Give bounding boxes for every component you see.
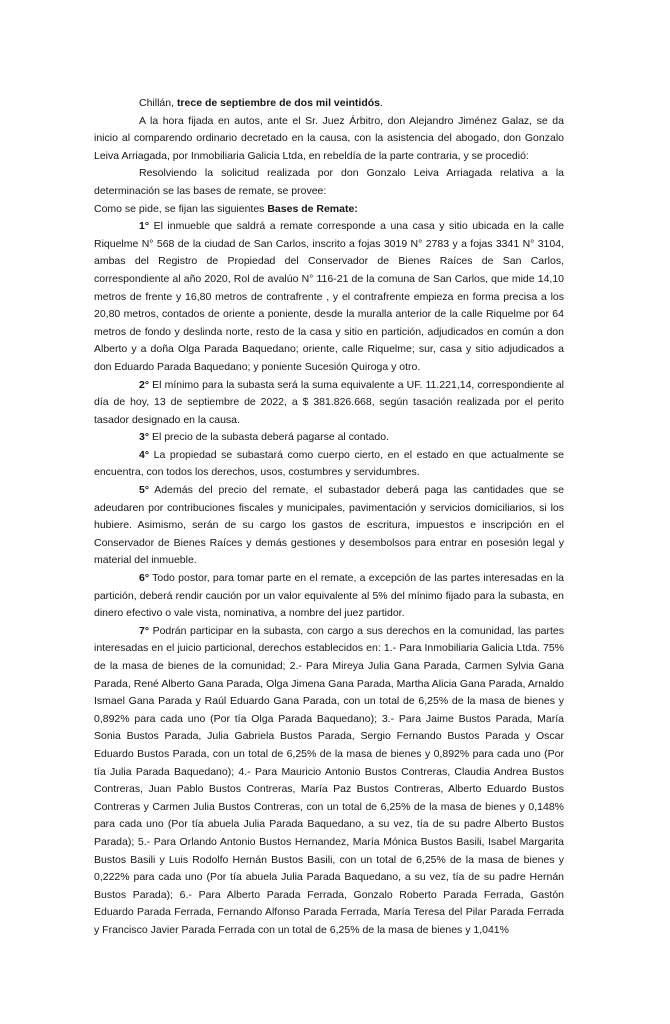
paragraph bbox=[94, 429, 564, 447]
bold-text-run: 6° bbox=[139, 572, 150, 585]
text-run: A la hora fijada en autos, ante el Sr. Juez Árbitro, don Alejandro Jiménez Galaz, se da inicio al comparendo ordinario decretado en la causa, con la asistencia del abogado, don Gonzalo Leiva Arriagada, por Inmobiliaria Galicia Ltda, en rebeldía de la parte contraria, y se procedió: bbox=[94, 114, 564, 162]
bold-text-run: 2° bbox=[139, 378, 150, 391]
paragraph bbox=[94, 377, 564, 430]
text-run: El precio de la subasta deberá pagarse al contado. bbox=[149, 431, 389, 444]
bold-text-run: 3° bbox=[139, 431, 150, 444]
paragraph bbox=[94, 201, 564, 219]
text-run: El inmueble que saldrá a remate corresponde a una casa y sitio ubicada en la calle Riquelme N° 568 de la ciudad de San Carlos, inscrito a fojas 3019 N° 2783 y a fojas 3341 N° 3104, ambas del Registro de Propiedad del Conservador de Bienes Raíces de San Carlos, correspondiente al año 2020, Rol de avalúo N° 116-21 de la comuna de San Carlos, que mide 14,10 metros de frente y 16,80 metros de contrafrente , y el contrafrente empieza en forma precisa a los 20,80 metros, contados de oriente a poniente, desde la muralla anterior de la calle Riquelme por 64 metros de fondo y deslinda norte, resto de la casa y sitio en partición, adjudicados en común a don Alberto y a doña Olga Parada Baquedano; oriente, calle Riquelme; sur, casa y sitio adjudicados a don Eduardo Parada Baquedano; y poniente Sucesión Quiroga y otro. bbox=[94, 220, 564, 373]
text-run: . bbox=[380, 97, 383, 109]
bold-text-run: 5° bbox=[139, 484, 150, 497]
text-run: El mínimo para la subasta será la suma equivalente a UF. 11.221,14, correspondiente al día de hoy, 13 de septiembre de 2022, a $ 381.826.668, según tasación realizada por el perito tasador designado en la causa. bbox=[94, 378, 564, 426]
paragraph bbox=[94, 623, 564, 940]
document-body bbox=[94, 95, 564, 940]
paragraph bbox=[94, 218, 564, 376]
text-run: Podrán participar en la subasta, con cargo a sus derechos en la comunidad, las partes interesadas en el juicio particional, derechos establecidos en: 1.- Para Inmobiliaria Galicia Ltda. 75% de la masa de bienes de la comunidad; 2.- Para Mireya Julia Gana Parada, Carmen Sylvia Gana Parada, René Alberto Gana Parada, Olga Jimena Gana Parada, Martha Alicia Gana Parada, Arnaldo Ismael Gana Parada y Raúl Eduardo Gana Parada, con un total de 6,25% de la masa de bienes y 0,892% para cada uno (Por tía Olga Parada Baquedano); 3.- Para Jaime Bustos Parada, María Sonia Bustos Parada, Julia Gabriela Bustos Parada, Sergio Fernando Bustos Parada y Oscar Eduardo Bustos Parada, con un total de 6,25% de la masa de bienes y 0,892% para cada uno (Por tía Julia Parada Baquedano); 4.- Para Mauricio Antonio Bustos Contreras, Claudia Andrea Bustos Contreras, Juan Pablo Bustos Contreras, María Paz Bustos Contreras, Alberto Eduardo Bustos Contreras y Carmen Julia Bustos Contreras, con un total de 6,25% de la masa de bienes y 0,148% para cada uno (Por tía abuela Julia Parada Baquedano, a su vez, tía de su padre Alberto Bustos Parada); 5.- Para Orlando Antonio Bustos Hernandez, María Mónica Bustos Basili, Isabel Margarita Bustos Basili y Luis Rodolfo Hernán Bustos Basili, con un total de 6,25% de la masa de bienes y 0,222% para cada uno (Por tía abuela Julia Parada Baquedano, a su vez, tía de su padre Hernán Bustos Parada); 6.- Para Alberto Parada Ferrada, Gonzalo Roberto Parada Ferrada, Gastón Eduardo Parada Ferrada, Fernando Alfonso Parada Ferrada, María Teresa del Pilar Parada Ferrada y Francisco Javier Parada Ferrada con un total de 6,25% de la masa de bienes y 1,041% bbox=[94, 624, 564, 936]
text-run: Chillán, bbox=[139, 97, 177, 109]
bold-text-run: Bases de Remate: bbox=[267, 202, 358, 215]
text-run: Todo postor, para tomar parte en el remate, a excepción de las partes interesadas en la partición, deberá rendir caución por un valor equivalente al 5% del mínimo fijado para la subasta, en dinero efectivo o vale vista, nominativa, a nombre del juez partidor. bbox=[94, 572, 564, 620]
paragraph bbox=[94, 447, 564, 482]
paragraph bbox=[94, 482, 564, 570]
paragraph bbox=[94, 570, 564, 623]
bold-text-run: 4° bbox=[139, 448, 150, 461]
bold-text-run: trece de septiembre de dos mil veintidós bbox=[176, 97, 381, 109]
bold-text-run: 7° bbox=[139, 624, 150, 637]
paragraph bbox=[94, 113, 564, 166]
paragraph bbox=[94, 95, 564, 113]
text-run: Resolviendo la solicitud realizada por don Gonzalo Leiva Arriagada relativa a la determinación se las bases de remate, se provee: bbox=[94, 167, 564, 197]
bold-text-run: 1° bbox=[139, 220, 150, 233]
text-run: Además del precio del remate, el subastador deberá paga las cantidades que se adeudaren por contribuciones fiscales y municipales, pavimentación y servicios domiciliarios, si los hubiere. Asimismo, serán de su cargo los gastos de escritura, impuestos e inscripción en el Conservador de Bienes Raíces y demás gestiones y desembolsos para entrar en posesión legal y material del inmueble. bbox=[94, 484, 564, 567]
text-run: Como se pide, se fijan las siguientes bbox=[94, 202, 268, 215]
paragraph bbox=[94, 165, 564, 200]
text-run: La propiedad se subastará como cuerpo cierto, en el estado en que actualmente se encuentra, con todos los derechos, usos, costumbres y servidumbres. bbox=[94, 448, 564, 479]
